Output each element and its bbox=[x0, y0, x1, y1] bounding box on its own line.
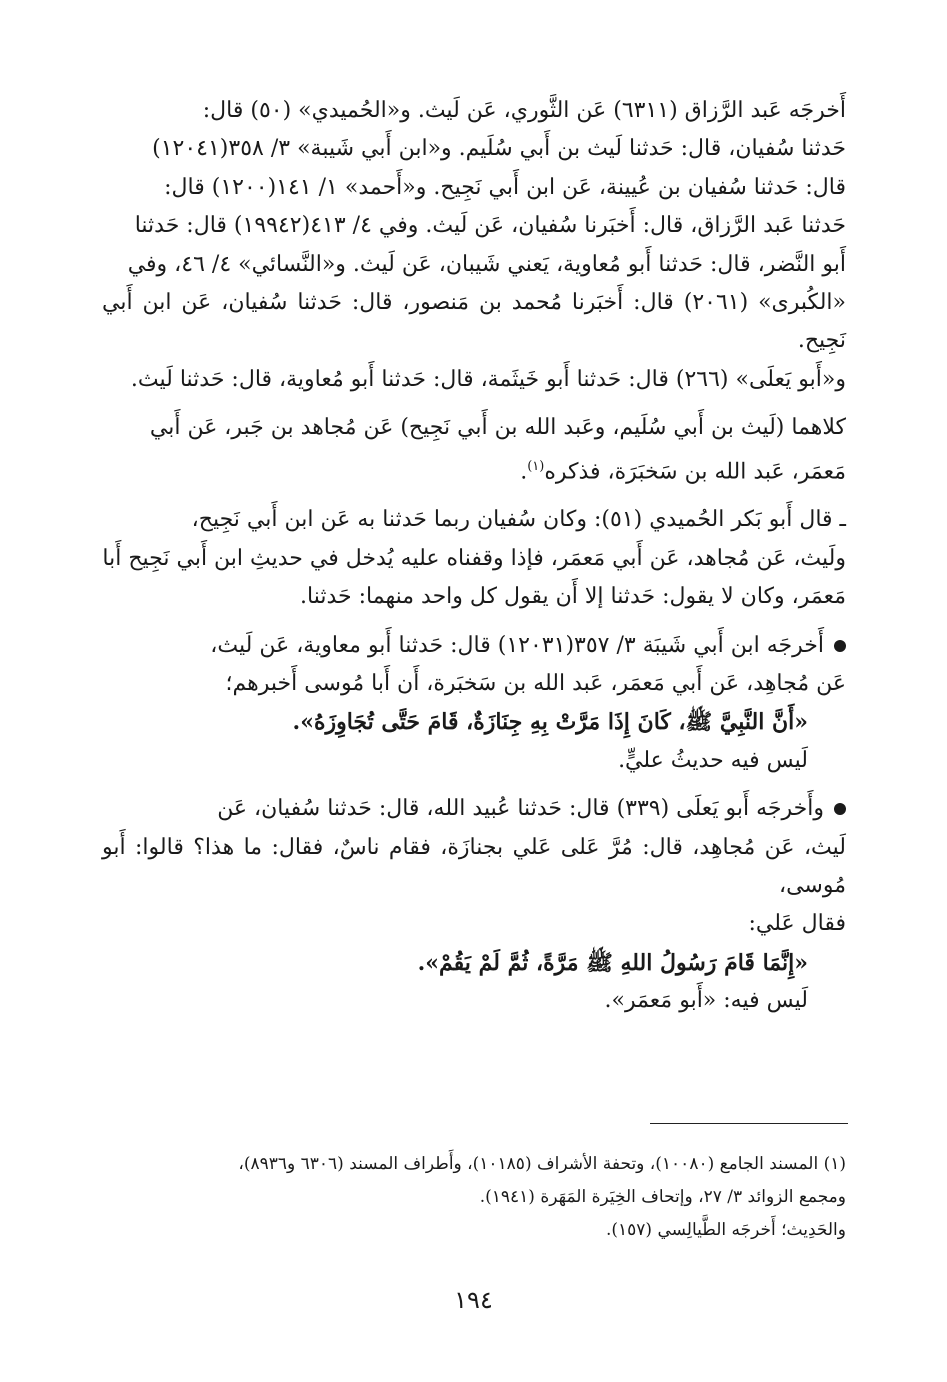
text-line: عَن مُجاهِد، عَن أَبي مَعمَر، عَبد الله بن سَخبَرة، أَن أَبا مُوسى أَخبرهم؛ bbox=[225, 671, 846, 697]
footnote-line: (١) المسند الجامع (١٠٠٨٠)، وتحفة الأشراف (١٠١٨٥)، وأَطراف المسند (٦٣٠٦ و٨٩٣٦)، bbox=[238, 1154, 846, 1174]
hadith-text: «إِنَّمَا قَامَ رَسُولُ اللهِ ﷺ مَرَّةً، ثُمَّ لَمْ يَقُمْ». bbox=[417, 949, 808, 976]
footnotes bbox=[102, 1148, 846, 1247]
footnote-line: والحَدِيث؛ أَخرجَه الطَّيالِسي (١٥٧). bbox=[605, 1220, 846, 1240]
bullet-item-1 bbox=[102, 627, 846, 781]
paragraph-1 bbox=[102, 92, 846, 399]
paragraph-2 bbox=[102, 409, 846, 491]
text-line: و«أَبو يَعلَى» (٢٦٦) قال: حَدثنا أَبو خَيثَمة، قال: حَدثنا أَبو مُعاوية، قال: حَدثنا لَيث. bbox=[130, 366, 846, 392]
text-line: كلاهما (لَيث بن أَبي سُلَيم، وعَبد الله بن أَبي نَجِيح) عَن مُجاهد بن جَبر، عَن أَبي bbox=[149, 415, 846, 441]
footnote-line: ومجمع الزوائد ٣/ ٢٧، وإتحاف الخِيَرة المَهَرة (١٩٤١). bbox=[479, 1187, 846, 1207]
text-fragment: أَخرجَه ابن أَبي شَيبَة ٣/ ٣٥٧(١٢٠٣١) قال: حَدثنا أَبو معاوية، عَن لَيث، bbox=[210, 632, 824, 658]
text-line: قال: حَدثنا سُفيان بن عُيينة، عَن ابن أَبي نَجِيح. و«أَحمد» ١/ ١٤١(١٢٠٠) قال: bbox=[164, 174, 846, 200]
text-line bbox=[102, 790, 846, 828]
note-text: لَيس فيه: «أَبو مَعمَر». bbox=[604, 988, 808, 1014]
text-line: فقال عَلي: bbox=[748, 911, 846, 937]
footnote-reference[interactable]: (١) bbox=[527, 458, 545, 474]
bullet-icon bbox=[834, 640, 846, 652]
note-text: لَيس فيه حديثُ عليٍّ. bbox=[618, 747, 808, 773]
text-line: ولَيث، عَن مُجاهد، عَن أَبي مَعمَر، فإذا وقفناه عليه يُدخل في حديثِ ابن أَبي نَجِيح أَبا bbox=[102, 545, 846, 571]
text-fragment: . bbox=[520, 458, 528, 484]
text-line bbox=[102, 627, 846, 665]
hadith-text: «أَنَّ النَّبِيَّ ﷺ، كَانَ إِذَا مَرَّتْ بِهِ جِنَازَةٌ، قَامَ حَتَّى تُجَاوِزَهُ». bbox=[292, 709, 808, 736]
page-number: ١٩٤ bbox=[454, 1286, 493, 1314]
text-line: لَيث، عَن مُجاهِد، قال: مُرَّ عَلى عَلي بجنازَة، فقام ناسٌ، فقال: ما هذا؟ قالوا: أَبو مُوسى، bbox=[102, 834, 846, 899]
bullet-icon bbox=[834, 803, 846, 815]
text-line: «الكُبرى» (٢٠٦١) قال: أَخبَرنا مُحمد بن مَنصور، قال: حَدثنا سُفيان، عَن ابن أَبي نَجِيح. bbox=[102, 290, 846, 354]
text-line: مَعمَر، وكان لا يقول: حَدثنا إلا أَن يقول كل واحد منهما: حَدثنا. bbox=[300, 584, 846, 610]
text-line: حَدثنا سُفيان، قال: حَدثنا لَيث بن أَبي سُلَيم. و«ابن أَبي شَيبة» ٣/ ٣٥٨(١٢٠٤١) bbox=[152, 136, 846, 162]
text-line bbox=[102, 448, 846, 492]
text-line: ـ قال أَبو بَكر الحُميدي (٥١): وكان سُفيان ربما حَدثنا به عَن ابن أَبي نَجِيح، bbox=[191, 507, 846, 533]
text-fragment: مَعمَر، عَبد الله بن سَخبَرَة، فذكره bbox=[544, 458, 846, 484]
main-text bbox=[102, 92, 846, 1021]
text-line: أَبو النَّضر، قال: حَدثنا أَبو مُعاوية، يَعني شَيبان، عَن لَيث. و«النَّسائي» ٤/ ٤٦، وفي bbox=[127, 251, 846, 277]
footnote-separator bbox=[650, 1123, 848, 1124]
bullet-item-2 bbox=[102, 790, 846, 1020]
text-line: حَدثنا عَبد الرَّزاق، قال: أَخبَرنا سُفيان، عَن لَيث. وفي ٤/ ٤١٣(١٩٩٤٢) قال: حَدثنا bbox=[134, 213, 846, 239]
paragraph-3 bbox=[102, 501, 846, 616]
text-fragment: وأَخرجَه أَبو يَعلَى (٣٣٩) قال: حَدثنا عُبيد الله، قال: حَدثنا سُفيان، عَن bbox=[217, 796, 824, 822]
text-line: أَخرجَه عَبد الرَّزاق (٦٣١١) عَن الثَّوري، عَن لَيث. و«الحُميدي» (٥٠) قال: bbox=[202, 98, 846, 123]
